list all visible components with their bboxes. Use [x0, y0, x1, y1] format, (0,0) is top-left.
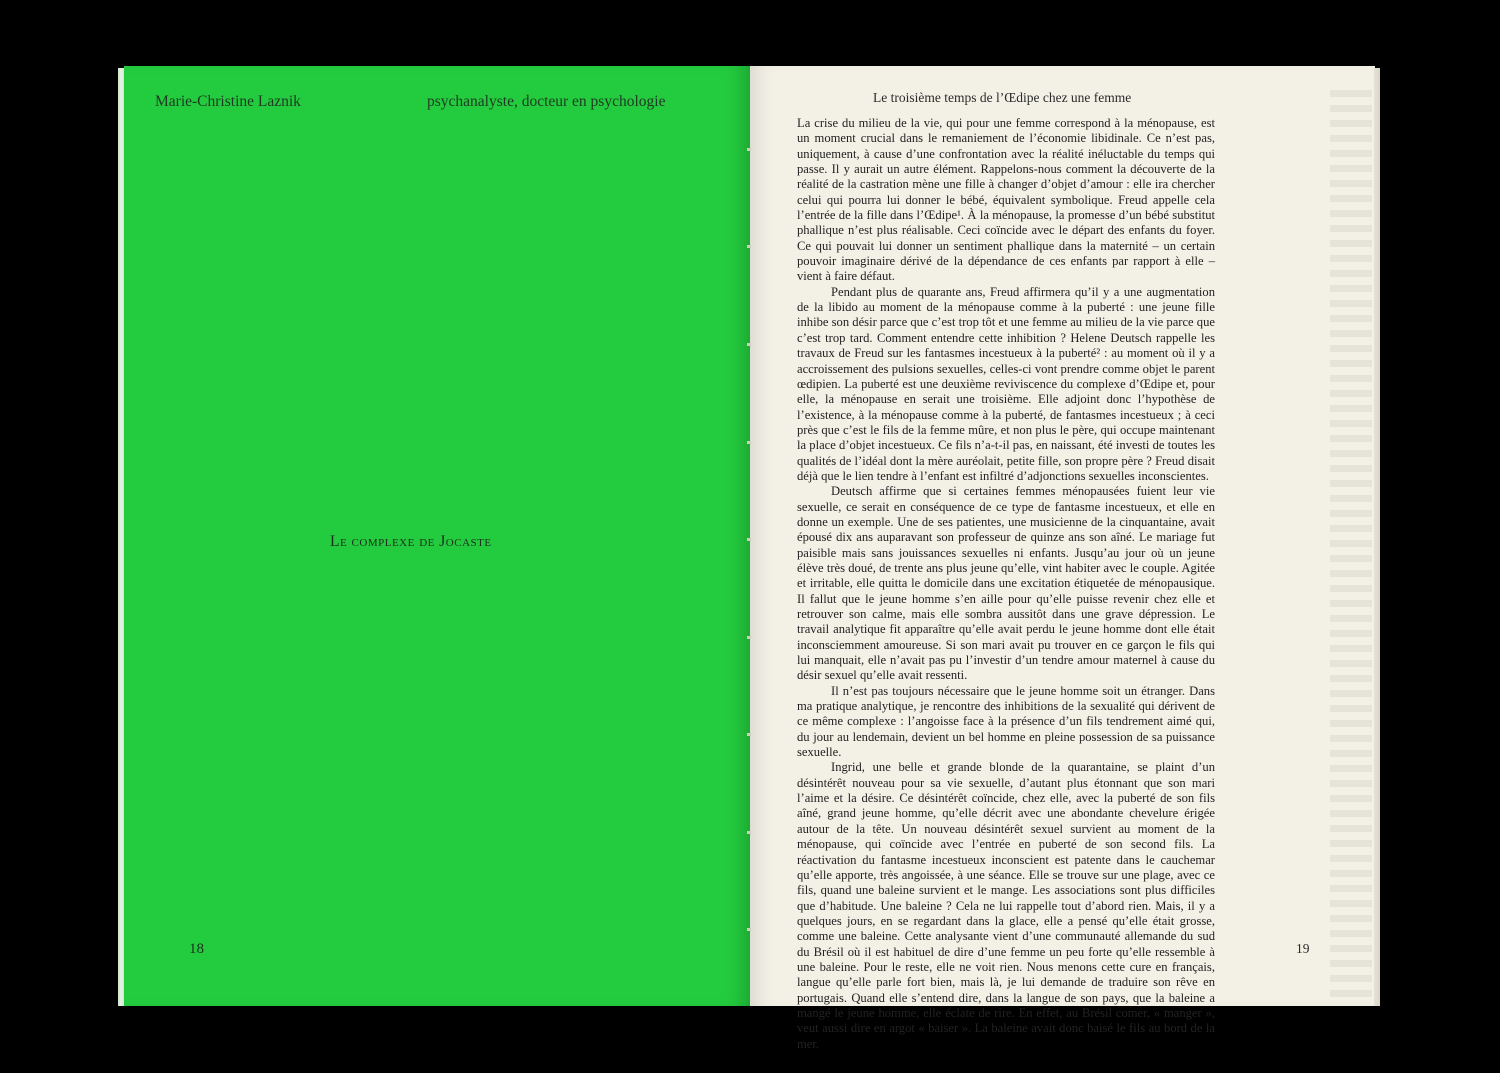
page-number-right: 19: [1296, 941, 1310, 956]
stitch-mark: [747, 441, 751, 444]
stitch-mark: [747, 831, 751, 834]
author-title: psychanalyste, docteur en psychologie: [427, 93, 666, 110]
page-number-left: 18: [189, 941, 204, 957]
stitch-mark: [747, 148, 751, 151]
stitch-mark: [747, 733, 751, 736]
paragraph: Deutsch affirme que si certaines femmes ménopausées fuient leur vie sexuelle, ce serait en conséquence de ce type de fantasme incestueux, et elle en donne un exemple. Une de ses patientes, une musicienne de la cinquantaine, avait épousé dix ans auparavant son professeur de quinze ans son aîné. Le mariage fut paisible mais sans jouissances sexuelles ni enfants. Jusqu’au jour où un jeune élève très doué, de trente ans plus jeune qu’elle, vint habiter avec le couple. Agitée et irritable, elle quitta le domicile dans une excitation étiquetée de ménopausique. Il fallut que le jeune homme s’en aille pour qu’elle puisse revenir chez elle et retrouver son calme, mais elle sombra aussitôt dans une grave dépression. Le travail analytique fit apparaître qu’elle avait perdu le jeune homme dont elle était inconsciemment amoureuse. Si son mari avait pu trouver en ce garçon le fils qui lui manquait, elle n’avait pas pu l’investir d’un tendre amour maternel à cause du désir sexuel qu’elle avait ressenti.: [797, 484, 1215, 683]
running-head: Le troisième temps de l’Œdipe chez une femme: [873, 90, 1132, 105]
author-name: Marie-Christine Laznik: [155, 93, 301, 110]
chapter-title: Le complexe de Jocaste: [330, 533, 492, 550]
stitch-mark: [747, 343, 751, 346]
page-edges-right: [1374, 68, 1380, 1006]
stitch-mark: [747, 245, 751, 248]
body-text: [797, 116, 1215, 1052]
paragraph: Ingrid, une belle et grande blonde de la quarantaine, se plaint d’un désintérêt nouveau pour sa vie sexuelle, d’autant plus étonnant que son mari l’aime et la désire. Ce désintérêt coïncide, chez elle, avec la puberté de son fils aîné, grand jeune homme, qu’elle décrit avec une abondante chevelure érigée autour de la tête. Un nouveau désintérêt sexuel survient au moment de la ménopause, qui coïncide avec l’entrée en puberté de son second fils. La réactivation du fantasme incestueux inconscient est patente dans le cauchemar qu’elle apporte, très angoissée, à une séance. Elle se trouve sur une plage, avec ce fils, quand une baleine survient et le mange. Les associations sont plus difficiles que d’habitude. Une baleine ? Cela ne lui rappelle tout d’abord rien. Mais, il y a quelques jours, en se regardant dans la glace, elle a pensé qu’elle était grosse, comme une baleine. Cette analysante vient d’une communauté allemande du sud du Brésil où il est habituel de dire d’une femme un peu forte qu’elle ressemble à une baleine. Pour le reste, elle ne voit rien. Nous menons cette cure en français, langue qu’elle parle fort bien, mais là, je lui demande de traduire son rêve en portugais. Quand elle s’entend dire, dans la langue de son pays, que la baleine a mangé le jeune homme, elle éclate de rire. En effet, au Brésil comer, « manger », veut aussi dire en argot « baiser ». La baleine avait donc baisé le fils au bord de la mer.: [797, 760, 1215, 1051]
stitch-mark: [747, 928, 751, 931]
stitch-mark: [747, 538, 751, 541]
stitch-mark: [747, 636, 751, 639]
paragraph: Il n’est pas toujours nécessaire que le jeune homme soit un étranger. Dans ma pratique analytique, je rencontre des inhibitions de la sexualité qui dérivent de ce même complexe : l’angoisse face à la présence d’un fils tendrement aimé qui, du jour au lendemain, devient un bel homme en pleine possession de sa puissance sexuelle.: [797, 683, 1215, 760]
paragraph: La crise du milieu de la vie, qui pour une femme correspond à la ménopause, est un moment crucial dans le remaniement de l’économie libidinale. Ce n’est pas, uniquement, à cause d’une confrontation avec la réalité inéluctable du temps qui passe. Il y aurait un autre élément. Rappelons-nous comment la découverte de la réalité de la castration mène une fille à changer d’objet d’amour : elle ira chercher celui qui pourra lui donner le bébé, équivalent symbolique. Freud appelle cela l’entrée de la fille dans l’Œdipe¹. À la ménopause, la promesse d’un bébé substitut phallique n’est plus réalisable. Ceci coïncide avec le départ des enfants du foyer. Ce qui pouvait lui donner un sentiment phallique dans la maternité – un certain pouvoir imaginaire dérivé de la dépendance de ces enfants par rapport à elle – vient à faire défaut.: [797, 116, 1215, 284]
paragraph: Pendant plus de quarante ans, Freud affirmera qu’il y a une augmentation de la libido au moment de la ménopause comme à la puberté : une jeune fille inhibe son désir parce que c’est trop tôt et une femme au milieu de la vie parce que c’est trop tard. Comment entendre cette inhibition ? Helene Deutsch rappelle les travaux de Freud sur les fantasmes incestueux à la puberté² : au moment où il y a accroissement des pulsions sexuelles, celles-ci vont prendre comme objet le parent œdipien. La puberté est une deuxième reviviscence du complexe d’Œdipe et, pour elle, la ménopause en serait une troisième. Elle adjoint donc l’hypothèse de l’existence, à la ménopause comme à la puberté, de fantasmes incestueux ; à ceci près que c’est le fils de la femme mûre, et non plus le père, qui occupe maintenant la place d’objet incestueux. Ce fils n’a-t-il pas, en naissant, été investi de toutes les qualités de l’idéal dont la mère auréolait, petite fille, son propre père ? Freud disait déjà que le lien tendre à l’enfant est infiltré d’adjonctions sexuelles inconscientes.: [797, 284, 1215, 483]
showthrough-text: [1330, 90, 1372, 1000]
